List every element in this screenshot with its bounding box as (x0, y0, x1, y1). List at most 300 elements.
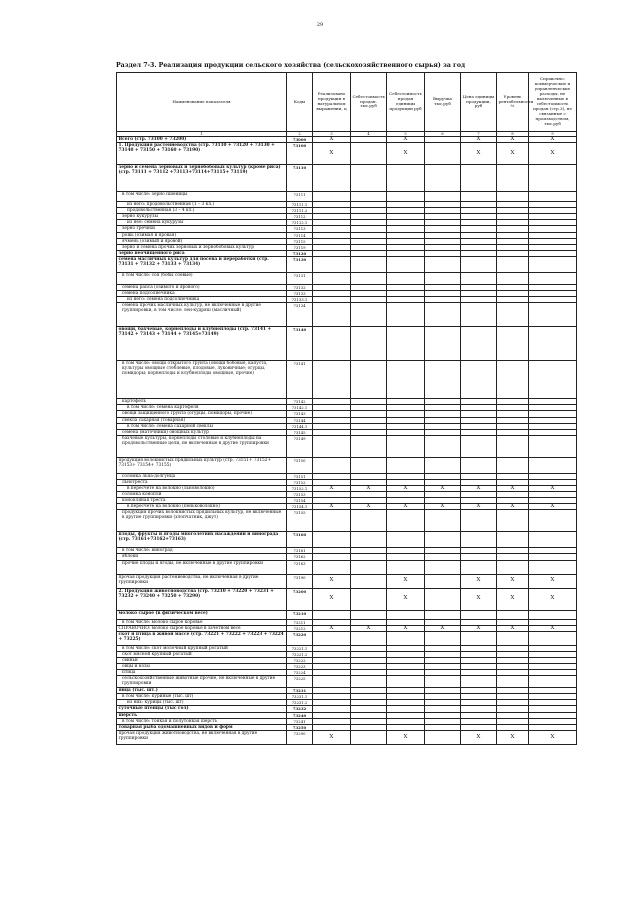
value-cell (425, 631, 461, 645)
row-name-cell: в том числе: тонкая и полутонкая шерсть (117, 718, 287, 724)
row-name-cell: продукция волокнистых прядильных культур (стр. 73151+ 73152+ 73153+ 73154+ 73155) (117, 457, 287, 473)
value-cell (387, 510, 425, 532)
value-cell: X (313, 625, 351, 631)
value-cell: X (425, 504, 461, 510)
row-code-cell: 73142 (287, 399, 313, 405)
value-cell: X (461, 574, 497, 588)
value-cell (387, 361, 425, 399)
value-cell (461, 192, 497, 202)
value-cell (425, 272, 461, 284)
row-code-cell: 73131 (287, 272, 313, 284)
value-cell: X (461, 485, 497, 491)
value-cell (425, 435, 461, 457)
row-name-cell: зерно неочищенного риса (117, 250, 287, 256)
row-name-cell: в пересчете на волокно (пеньковолокно) (117, 504, 287, 510)
value-cell (497, 435, 529, 457)
value-cell: X (461, 588, 497, 610)
value-cell (461, 631, 497, 645)
value-cell (425, 588, 461, 610)
row-code-cell: 73120 (287, 250, 313, 256)
value-cell (387, 435, 425, 457)
value-cell (313, 676, 351, 688)
value-cell (497, 165, 529, 192)
value-cell (313, 256, 351, 272)
value-cell (425, 143, 461, 165)
value-cell (461, 165, 497, 192)
row-name-cell: бахчевые культуры, корнеплоды столовые и клубнеплоды на продовольственные цели, не включенные в другие группировки (117, 435, 287, 457)
value-cell: X (461, 730, 497, 744)
value-cell (351, 574, 387, 588)
value-cell (313, 610, 351, 619)
value-cell (351, 272, 387, 284)
row-name-cell: сельскохозяйственные животные прочие, не включенные в другие группировки (117, 676, 287, 688)
value-cell (461, 272, 497, 284)
row-code-cell: 73200 (287, 588, 313, 610)
value-cell (425, 327, 461, 361)
value-cell (425, 457, 461, 473)
value-cell: X (497, 137, 529, 143)
value-cell (461, 457, 497, 473)
value-cell: X (497, 730, 529, 744)
row-code-cell: 73119 (287, 244, 313, 250)
row-name-cell: соломка конопли (117, 492, 287, 498)
row-code-cell: 73100 (287, 143, 313, 165)
value-cell (351, 730, 387, 744)
row-code-cell: 73210 (287, 610, 313, 619)
row-code-cell: 73132 (287, 284, 313, 290)
row-name-cell: в том числе: куриные (тыс. шт) (117, 694, 287, 700)
row-code-cell: 73111.2 (287, 208, 313, 214)
row-name-cell: яблоки (117, 554, 287, 560)
row-code-cell: 73162 (287, 554, 313, 560)
value-cell: X (529, 625, 577, 631)
row-name-cell: шерсть (117, 712, 287, 718)
row-name-cell: овощи защищенного грунта (огурцы, помидоры, прочие) (117, 411, 287, 417)
row-code-cell: 73155 (287, 510, 313, 532)
table-row (117, 510, 577, 532)
row-name-cell: в том числе: зерно пшеницы (117, 192, 287, 202)
value-cell (461, 435, 497, 457)
value-cell (351, 192, 387, 202)
value-cell (425, 730, 461, 744)
value-cell (387, 272, 425, 284)
value-cell (497, 303, 529, 327)
value-cell: X (313, 485, 351, 491)
value-cell (351, 165, 387, 192)
table-row (117, 631, 577, 645)
value-cell: X (497, 625, 529, 631)
row-code-cell: 73112.1 (287, 220, 313, 226)
value-cell (497, 676, 529, 688)
row-name-cell: скот мясной крупный рогатый (117, 651, 287, 657)
value-cell: X (387, 504, 425, 510)
column-number: 2 (287, 132, 313, 137)
value-cell: X (387, 730, 425, 744)
row-code-cell: 73152.1 (287, 485, 313, 491)
header-cell: Уровень рентабельности % (497, 73, 529, 132)
row-name-cell: продукция прочих волокнистых прядильных культур, не включенные в другие группировки (хлопчатник, джут) (117, 510, 287, 532)
value-cell (425, 574, 461, 588)
value-cell (497, 256, 529, 272)
value-cell: X (529, 574, 577, 588)
row-code-cell: 73111 (287, 192, 313, 202)
value-cell (529, 676, 577, 688)
value-cell (461, 361, 497, 399)
row-name-cell: в том числе: соя (бобы соевые) (117, 272, 287, 284)
row-code-cell: 73290 (287, 730, 313, 744)
value-cell: X (387, 588, 425, 610)
value-cell: X (313, 143, 351, 165)
value-cell (351, 631, 387, 645)
row-code-cell: 73221.2 (287, 651, 313, 657)
value-cell: X (529, 730, 577, 744)
row-code-cell: 73112 (287, 214, 313, 220)
table-body (117, 137, 577, 745)
value-cell (497, 272, 529, 284)
row-code-cell: 73113 (287, 226, 313, 232)
value-cell (497, 631, 529, 645)
value-cell (351, 143, 387, 165)
table-row (117, 327, 577, 361)
header-row (117, 73, 577, 132)
row-name-cell: скот и птица в живой массе (стр. 73221 + 73222 + 73223 + 73224 + 73225) (117, 631, 287, 645)
value-cell (387, 303, 425, 327)
row-name-cell: в том числе: молоко сырое коровье (117, 619, 287, 625)
row-name-cell: из него: семена подсолнечника (117, 297, 287, 303)
table-row (117, 256, 577, 272)
value-cell (461, 532, 497, 548)
value-cell (313, 560, 351, 574)
column-number: 4 (351, 132, 387, 137)
value-cell (351, 457, 387, 473)
value-cell (387, 676, 425, 688)
value-cell: X (461, 625, 497, 631)
value-cell (351, 361, 387, 399)
row-name-cell: яйца (тыс. шт.) (117, 688, 287, 694)
row-name-cell: в том числе: семена сахарной свеклы (117, 423, 287, 429)
row-name-cell: молоко сырое (в физическом весе) (117, 610, 287, 619)
row-code-cell: 73133.1 (287, 297, 313, 303)
value-cell (461, 327, 497, 361)
table-row (117, 143, 577, 165)
row-code-cell: 73141 (287, 361, 313, 399)
value-cell (313, 361, 351, 399)
row-name-cell: зерно и семена прочих зерновых и зернобобовых культур (117, 244, 287, 250)
value-cell: X (387, 137, 425, 143)
page-number: 29 (316, 22, 324, 28)
value-cell: X (313, 574, 351, 588)
value-cell (529, 631, 577, 645)
row-name-cell: 2. Продукция животноводства (стр. 73210 + 73220 + 73231 + 73232 + 73240 + 73250 + 73290) (117, 588, 287, 610)
row-name-cell: из него: продовольственная (1 – 3 кл.) (117, 202, 287, 208)
row-name-cell: СПРАВОЧНО: молоко сырое коровье в зачетном весе (117, 625, 287, 631)
value-cell: X (497, 574, 529, 588)
table-row (117, 303, 577, 327)
header-cell: Справочно: коммерческие и управленческие расходы, не включенные в себестоимость продан (стр.3), не связанные с производством, тыс.руб (529, 73, 577, 132)
row-code-cell: 73160 (287, 532, 313, 548)
value-cell: X (425, 485, 461, 491)
row-code-cell: 73110 (287, 165, 313, 192)
table-row (117, 560, 577, 574)
value-cell (497, 192, 529, 202)
row-code-cell: 73220 (287, 631, 313, 645)
column-number: 7 (461, 132, 497, 137)
header-cell: Себестоимость продан единицы продукции руб (387, 73, 425, 132)
value-cell (529, 610, 577, 619)
sales-table (116, 72, 577, 745)
value-cell (351, 435, 387, 457)
value-cell (387, 192, 425, 202)
value-cell (387, 610, 425, 619)
value-cell: X (497, 143, 529, 165)
value-cell: X (529, 485, 577, 491)
table-row (117, 730, 577, 744)
value-cell: X (425, 625, 461, 631)
value-cell: X (313, 730, 351, 744)
value-cell (529, 457, 577, 473)
row-code-cell: 73222 (287, 657, 313, 663)
row-code-cell: 73221.1 (287, 645, 313, 651)
row-code-cell: 73211 (287, 619, 313, 625)
row-name-cell: в том числе: виноград (117, 548, 287, 554)
value-cell (351, 588, 387, 610)
row-name-cell: Всего (стр. 73100 + 73200) (117, 137, 287, 143)
value-cell (425, 303, 461, 327)
row-code-cell: 73115 (287, 238, 313, 244)
value-cell (313, 457, 351, 473)
row-code-cell: 73149 (287, 435, 313, 457)
row-code-cell: 73140 (287, 327, 313, 361)
table-row (117, 165, 577, 192)
row-name-cell: в том числе: семена картофеля (117, 405, 287, 411)
value-cell (425, 560, 461, 574)
value-cell: X (351, 504, 387, 510)
value-cell (425, 361, 461, 399)
value-cell (461, 676, 497, 688)
value-cell: X (313, 137, 351, 143)
row-code-cell: 73114 (287, 232, 313, 238)
value-cell (387, 165, 425, 192)
header-cell: Коды (287, 73, 313, 132)
value-cell: X (529, 143, 577, 165)
row-code-cell: 73134 (287, 303, 313, 327)
header-cell: Выручка тыс.руб (425, 73, 461, 132)
value-cell (529, 303, 577, 327)
column-number: 8 (497, 132, 529, 137)
row-name-cell: птица (117, 670, 287, 676)
value-cell: X (497, 588, 529, 610)
value-cell (351, 256, 387, 272)
value-cell (313, 510, 351, 532)
row-name-cell: свекла сахарная (товарная) (117, 417, 287, 423)
row-name-cell: рожь (озимая и яровая) (117, 232, 287, 238)
row-name-cell: продовольственная (3 – 4 кл.) (117, 208, 287, 214)
value-cell (529, 435, 577, 457)
value-cell (461, 560, 497, 574)
row-code-cell: 73144.1 (287, 423, 313, 429)
value-cell (529, 192, 577, 202)
row-code-cell: 73111.1 (287, 202, 313, 208)
row-name-cell: семена прочих масличных культур, не включенные в другие группировки, в том числе: лен-кудряш (масличный) (117, 303, 287, 327)
row-name-cell: прочая продукция животноводства, не включенная в другие группировки (117, 730, 287, 744)
header-cell: Цена единицы продукции, руб (461, 73, 497, 132)
value-cell (387, 560, 425, 574)
row-name-cell: из них: курицы (тыс. шт) (117, 700, 287, 706)
column-number: 1 (117, 132, 287, 137)
value-cell (313, 165, 351, 192)
row-code-cell: 73241 (287, 718, 313, 724)
value-cell (387, 256, 425, 272)
table-row (117, 361, 577, 399)
value-cell (387, 631, 425, 645)
row-code-cell: 73250 (287, 724, 313, 730)
row-name-cell: в том числе: овощи открытого грунта (овощи бобовые, капуста, культуры овощные стеблевые, плодовые, луковичные; огурцы, помидоры; корнеплоды и клубнеплоды овощные, прочие) (117, 361, 287, 399)
row-name-cell: прочие плоды и ягоды, не включенные в другие группировки (117, 560, 287, 574)
row-code-cell: 73161 (287, 548, 313, 554)
row-name-cell: зерно гречихи (117, 226, 287, 232)
value-cell (529, 165, 577, 192)
row-code-cell: 73153 (287, 492, 313, 498)
row-code-cell: 73154.1 (287, 504, 313, 510)
row-name-cell: суточные птенцы (тыс гол) (117, 706, 287, 712)
table-row (117, 435, 577, 457)
value-cell (497, 560, 529, 574)
value-cell (313, 532, 351, 548)
row-code-cell: 73145 (287, 429, 313, 435)
row-name-cell: овощи, бахчевые, корнеплоды и клубнеплоды (стр. 73141 + 73142 + 73143 + 73144 + 73145+73149) (117, 327, 287, 361)
value-cell (425, 532, 461, 548)
value-cell (497, 532, 529, 548)
value-cell: X (461, 137, 497, 143)
row-code-cell: 73232 (287, 706, 313, 712)
value-cell: X (313, 588, 351, 610)
row-code-cell: 73190 (287, 574, 313, 588)
row-code-cell: 73000 (287, 137, 313, 143)
value-cell (425, 676, 461, 688)
row-name-cell: картофель (117, 399, 287, 405)
value-cell (351, 676, 387, 688)
value-cell (313, 192, 351, 202)
value-cell (461, 510, 497, 532)
value-cell (425, 165, 461, 192)
value-cell (497, 361, 529, 399)
value-cell (529, 510, 577, 532)
value-cell (351, 560, 387, 574)
row-code-cell: 73144 (287, 417, 313, 423)
value-cell (529, 532, 577, 548)
value-cell (387, 457, 425, 473)
value-cell (351, 532, 387, 548)
header-cell: Себестоимость продан. тыс.руб (351, 73, 387, 132)
value-cell: X (461, 143, 497, 165)
value-cell (313, 631, 351, 645)
value-cell (497, 457, 529, 473)
row-code-cell: 73152 (287, 479, 313, 485)
table-row (117, 676, 577, 688)
table-row (117, 457, 577, 473)
row-code-cell: 73240 (287, 712, 313, 718)
value-cell (529, 272, 577, 284)
row-name-cell: из нее: семена кукурузы (117, 220, 287, 226)
value-cell (425, 610, 461, 619)
row-name-cell: товарная рыба одомашненных видов и форм (117, 724, 287, 730)
row-name-cell: 1. Продукция растениеводства (стр. 73110 + 73120 + 73130 + 73140 + 73150 + 73160 + 73190) (117, 143, 287, 165)
value-cell: X (529, 504, 577, 510)
value-cell (425, 510, 461, 532)
value-cell (313, 327, 351, 361)
table-row (117, 532, 577, 548)
row-code-cell: 73143 (287, 411, 313, 417)
header-cell: Наименование показателя (117, 73, 287, 132)
value-cell (351, 510, 387, 532)
value-cell (387, 532, 425, 548)
column-number: 3 (313, 132, 351, 137)
column-number: 6 (425, 132, 461, 137)
row-code-cell: 73231.2 (287, 700, 313, 706)
value-cell: X (497, 504, 529, 510)
value-cell (497, 610, 529, 619)
value-cell (461, 610, 497, 619)
value-cell: X (387, 625, 425, 631)
row-code-cell: 73223 (287, 664, 313, 670)
value-cell (461, 303, 497, 327)
row-name-cell: семена масличных культур для посева и переработки (стр. 73131 + 73132 + 73133 + 73134) (117, 256, 287, 272)
value-cell (387, 327, 425, 361)
value-cell (313, 303, 351, 327)
row-code-cell: 73130 (287, 256, 313, 272)
row-name-cell: плоды, фрукты и ягоды многолетних насаждений и винограда (стр. 73161+73162+73163) (117, 532, 287, 548)
value-cell (351, 610, 387, 619)
row-code-cell: 73142.1 (287, 405, 313, 411)
value-cell (351, 327, 387, 361)
value-cell (529, 256, 577, 272)
value-cell: X (351, 485, 387, 491)
value-cell (529, 361, 577, 399)
value-cell (497, 327, 529, 361)
row-code-cell: 73224 (287, 670, 313, 676)
value-cell: X (387, 485, 425, 491)
value-cell: X (529, 588, 577, 610)
row-code-cell: 73154 (287, 498, 313, 504)
value-cell (351, 303, 387, 327)
value-cell (497, 510, 529, 532)
value-cell: X (529, 137, 577, 143)
value-cell (529, 560, 577, 574)
column-number: 5 (387, 132, 425, 137)
row-code-cell: 73212 (287, 625, 313, 631)
value-cell: X (387, 143, 425, 165)
value-cell (313, 435, 351, 457)
value-cell: X (497, 485, 529, 491)
row-name-cell: зерно кукурузы (117, 214, 287, 220)
row-name-cell: семена (маточники) овощных культур (117, 429, 287, 435)
row-name-cell: семена рапса (озимого и ярового) (117, 284, 287, 290)
table-row (117, 574, 577, 588)
value-cell: X (387, 574, 425, 588)
value-cell: X (351, 625, 387, 631)
table-row (117, 192, 577, 202)
row-code-cell: 73150 (287, 457, 313, 473)
value-cell (425, 192, 461, 202)
row-code-cell: 73225 (287, 676, 313, 688)
value-cell: X (313, 504, 351, 510)
row-code-cell: 73231.1 (287, 694, 313, 700)
row-name-cell: льнотреста (117, 479, 287, 485)
table-row (117, 610, 577, 619)
row-name-cell: овцы и козы (117, 664, 287, 670)
header-cell: Реализовано продукции в натуральном выражении, ц (313, 73, 351, 132)
value-cell: X (461, 504, 497, 510)
